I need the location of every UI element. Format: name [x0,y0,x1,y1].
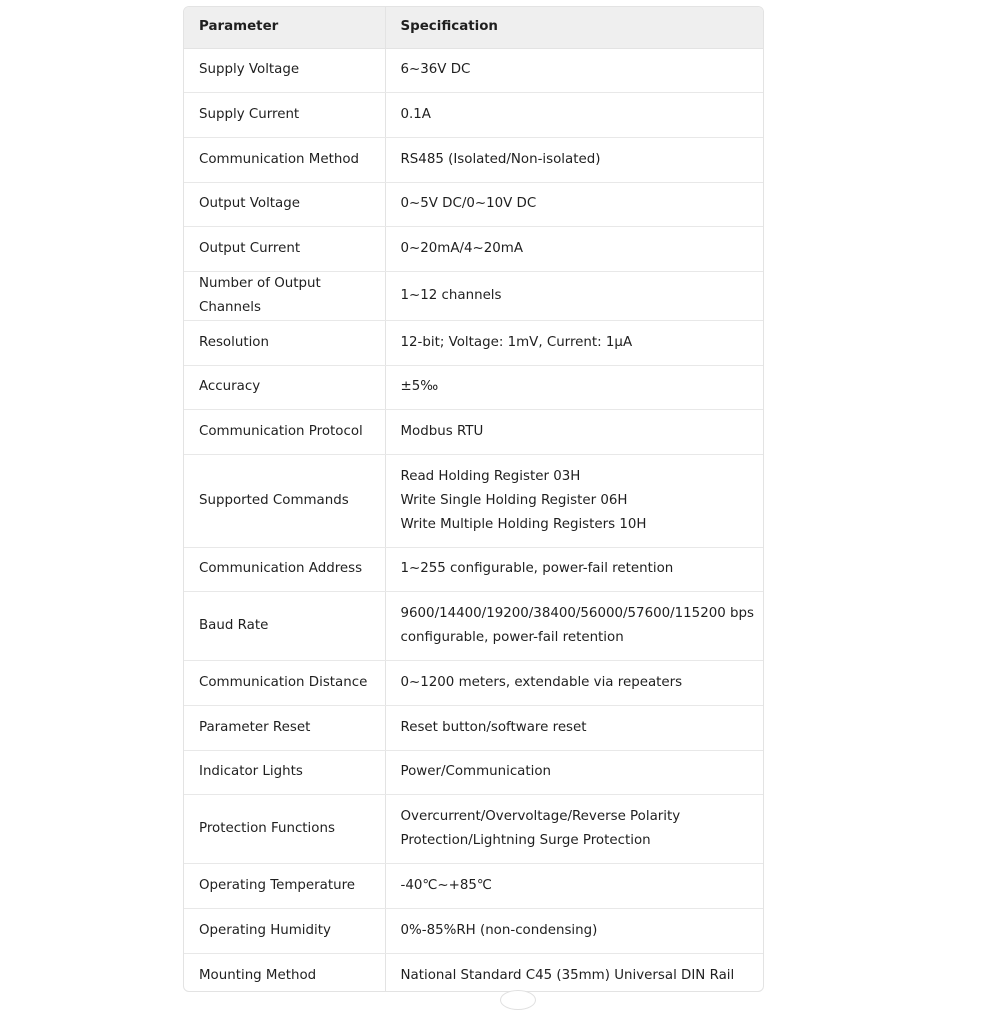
spec-table-card [183,6,764,992]
table-row [184,320,763,365]
parameter-cell: Communication Method [184,137,385,182]
table-row [184,48,763,93]
parameter-cell: Supported Commands [184,455,385,548]
table-row [184,908,763,953]
parameter-cell: Protection Functions [184,795,385,864]
table-row [184,592,763,661]
scroll-indicator[interactable] [500,990,536,1010]
table-row [184,271,763,320]
table-row [184,547,763,592]
header-parameter: Parameter [184,7,385,48]
table-row [184,795,763,864]
table-row [184,750,763,795]
specification-line: Write Single Holding Register 06H [400,492,628,508]
table-row [184,227,763,272]
parameter-cell: Communication Protocol [184,410,385,455]
parameter-cell: Communication Distance [184,661,385,706]
parameter-cell: Baud Rate [184,592,385,661]
parameter-cell: Communication Address [184,547,385,592]
table-row [184,953,763,992]
specification-line: Read Holding Register 03H [400,468,581,484]
specification-cell [385,137,763,182]
parameter-cell: Parameter Reset [184,705,385,750]
table-body [184,48,763,992]
specification-cell [385,365,763,410]
parameter-cell: Operating Temperature [184,864,385,909]
specification-line: ±5‰ [400,379,439,395]
table-row [184,365,763,410]
parameter-cell: Indicator Lights [184,750,385,795]
specification-cell [385,182,763,227]
specification-line: Power/Communication [400,764,552,780]
specification-line: -40℃~+85℃ [400,878,492,894]
parameter-cell: Mounting Method [184,953,385,992]
spec-table [184,7,763,992]
specification-line: 6~36V DC [400,62,471,78]
parameter-cell: Supply Voltage [184,48,385,93]
specification-line: 0~5V DC/0~10V DC [400,196,537,212]
specification-cell [385,48,763,93]
table-header-row [184,7,763,48]
specification-cell [385,750,763,795]
specification-line: National Standard C45 (35mm) Universal DIN Rail [400,967,735,983]
table-row [184,410,763,455]
specification-line: 0~20mA/4~20mA [400,241,523,257]
specification-cell [385,661,763,706]
specification-line: 1~12 channels [400,287,502,303]
specification-line: 0%-85%RH (non-condensing) [400,922,598,938]
table-row [184,864,763,909]
specification-cell [385,705,763,750]
specification-cell [385,271,763,320]
specification-line: 0~1200 meters, extendable via repeaters [400,675,683,691]
specification-line: Write Multiple Holding Registers 10H [400,516,647,532]
table-row [184,137,763,182]
parameter-cell: Supply Current [184,93,385,138]
table-row [184,705,763,750]
specification-cell [385,953,763,992]
specification-cell [385,864,763,909]
parameter-cell: Accuracy [184,365,385,410]
specification-line: 1~255 configurable, power-fail retention [400,561,674,577]
specification-cell [385,795,763,864]
parameter-cell: Number of Output Channels [184,271,385,320]
specification-cell [385,455,763,548]
specification-line: Reset button/software reset [400,719,587,735]
parameter-cell: Output Current [184,227,385,272]
specification-cell [385,93,763,138]
parameter-cell: Output Voltage [184,182,385,227]
table-row [184,661,763,706]
parameter-cell: Resolution [184,320,385,365]
specification-line: Overcurrent/Overvoltage/Reverse Polarity [400,809,681,825]
table-row [184,93,763,138]
specification-line: 12-bit; Voltage: 1mV, Current: 1μA [400,334,633,350]
table-row [184,455,763,548]
specification-cell [385,410,763,455]
specification-line: Modbus RTU [400,424,484,440]
specification-cell [385,547,763,592]
specification-line: 0.1A [400,107,431,123]
specification-cell [385,908,763,953]
specification-cell [385,320,763,365]
specification-line: 9600/14400/19200/38400/56000/57600/115200 bps [400,606,754,622]
specification-cell [385,227,763,272]
specification-line: Protection/Lightning Surge Protection [400,833,651,849]
parameter-cell: Operating Humidity [184,908,385,953]
specification-line: configurable, power-fail retention [400,630,624,646]
table-row [184,182,763,227]
specification-cell [385,592,763,661]
specification-line: RS485 (Isolated/Non-isolated) [400,151,601,167]
header-specification: Specification [385,7,763,48]
